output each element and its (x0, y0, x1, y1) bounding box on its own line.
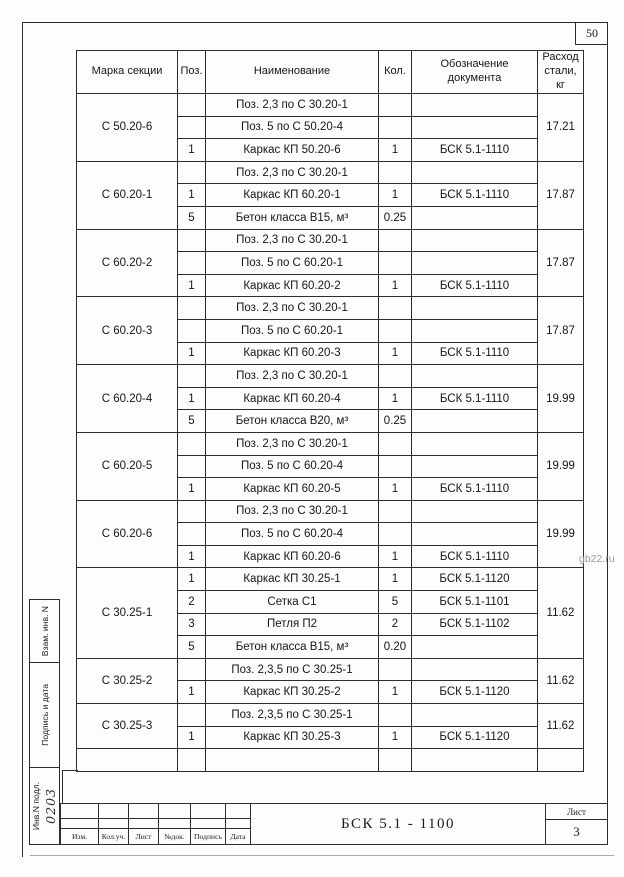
doc-cell: БСК 5.1-1120 (412, 568, 538, 591)
stamp-cell (226, 804, 251, 819)
doc-cell (412, 749, 538, 772)
name-cell: Каркас КП 50.20-6 (206, 139, 379, 162)
qty-cell (379, 297, 412, 320)
name-cell: Поз. 2,3 по С 30.20-1 (206, 94, 379, 117)
spec-table-body (77, 94, 584, 772)
qty-cell (379, 161, 412, 184)
doc-cell (412, 658, 538, 681)
name-cell: Поз. 2,3 по С 30.20-1 (206, 500, 379, 523)
qty-cell: 1 (379, 387, 412, 410)
sheet-number-box (545, 804, 607, 844)
page-number: 50 (586, 26, 598, 40)
header-doc: Обозначение документа (412, 51, 538, 94)
pos-cell: 3 (178, 613, 206, 636)
stamp-label-ndok: №док. (159, 829, 191, 844)
doc-cell: БСК 5.1-1101 (412, 591, 538, 614)
mark-cell: С 60.20-1 (77, 161, 178, 229)
doc-cell: БСК 5.1-1110 (412, 478, 538, 501)
pos-cell: 1 (178, 342, 206, 365)
sidebar-label-vzam: Взам. инв. N (39, 605, 50, 657)
doc-cell (412, 704, 538, 727)
name-cell: Каркас КП 60.20-6 (206, 545, 379, 568)
doc-cell: БСК 5.1-1120 (412, 726, 538, 749)
spec-table (76, 50, 584, 772)
qty-cell: 1 (379, 681, 412, 704)
table-row (77, 297, 584, 320)
mark-cell: С 30.25-3 (77, 704, 178, 749)
qty-cell: 1 (379, 478, 412, 501)
doc-cell (412, 161, 538, 184)
table-row (77, 365, 584, 388)
name-cell: Бетон класса В15, м³ (206, 206, 379, 229)
name-cell: Поз. 2,3 по С 30.20-1 (206, 161, 379, 184)
qty-cell: 1 (379, 184, 412, 207)
mark-cell: С 60.20-2 (77, 229, 178, 297)
qty-cell (379, 749, 412, 772)
table-row (77, 229, 584, 252)
stamp-label-podpis: Подпись (191, 829, 226, 844)
doc-cell: БСК 5.1-1110 (412, 545, 538, 568)
pos-cell: 1 (178, 274, 206, 297)
sheet-value: 3 (573, 824, 580, 839)
sheet-label: Лист (546, 804, 607, 820)
pos-cell: 5 (178, 206, 206, 229)
qty-cell (379, 116, 412, 139)
header-mark: Марка секции (77, 51, 178, 94)
name-cell: Поз. 2,3 по С 30.20-1 (206, 297, 379, 320)
qty-cell (379, 319, 412, 342)
frame-connector-vline (62, 770, 63, 804)
stamp-cell (159, 804, 191, 819)
qty-cell (379, 500, 412, 523)
pos-cell (178, 161, 206, 184)
pos-cell: 1 (178, 139, 206, 162)
pos-cell (178, 432, 206, 455)
sidebar-box-inv (29, 767, 60, 845)
frame-right-line (607, 22, 608, 845)
pos-cell (178, 500, 206, 523)
table-row (77, 161, 584, 184)
table-row (77, 704, 584, 727)
qty-cell: 1 (379, 726, 412, 749)
doc-cell (412, 365, 538, 388)
name-cell: Сетка С1 (206, 591, 379, 614)
doc-cell (412, 229, 538, 252)
frame-left-line (22, 22, 23, 857)
name-cell: Каркас КП 60.20-5 (206, 478, 379, 501)
pos-cell: 5 (178, 636, 206, 659)
title-block (60, 803, 608, 845)
header-qty: Кол. (379, 51, 412, 94)
steel-cell: 19.99 (538, 432, 584, 500)
name-cell: Каркас КП 30.25-1 (206, 568, 379, 591)
doc-cell (412, 206, 538, 229)
page-edge-line (30, 855, 614, 856)
pos-cell (178, 319, 206, 342)
stamp-label-list: Лист (129, 829, 159, 844)
stamp-cell (129, 804, 159, 819)
steel-cell (538, 749, 584, 772)
header-steel: Расход стали, кг (538, 51, 584, 94)
steel-cell: 19.99 (538, 365, 584, 433)
pos-cell (178, 455, 206, 478)
pos-cell: 1 (178, 545, 206, 568)
pos-cell (178, 523, 206, 546)
name-cell: Поз. 2,3,5 по С 30.25-1 (206, 704, 379, 727)
qty-cell (379, 94, 412, 117)
qty-cell: 0.20 (379, 636, 412, 659)
qty-cell (379, 432, 412, 455)
header-pos: Поз. (178, 51, 206, 94)
pos-cell (178, 658, 206, 681)
stamp-cell (61, 804, 99, 819)
table-row (77, 568, 584, 591)
qty-cell: 1 (379, 274, 412, 297)
steel-cell: 11.62 (538, 658, 584, 703)
mark-cell: С 50.20-6 (77, 94, 178, 162)
pos-cell: 5 (178, 410, 206, 433)
name-cell: Поз. 2,3 по С 30.20-1 (206, 229, 379, 252)
stamp-cell (191, 804, 226, 819)
doc-cell: БСК 5.1-1110 (412, 274, 538, 297)
stamp-label-izm: Изм. (61, 829, 99, 844)
doc-cell: БСК 5.1-1120 (412, 681, 538, 704)
name-cell: Каркас КП 30.25-2 (206, 681, 379, 704)
mark-cell: С 60.20-4 (77, 365, 178, 433)
doc-cell (412, 319, 538, 342)
qty-cell (379, 365, 412, 388)
doc-cell: БСК 5.1-1110 (412, 184, 538, 207)
pos-cell: 1 (178, 568, 206, 591)
pos-cell: 1 (178, 726, 206, 749)
page-number-box (575, 23, 608, 45)
sidebar-box-vzam (29, 599, 60, 663)
qty-cell: 0.25 (379, 410, 412, 433)
mark-cell: С 60.20-6 (77, 500, 178, 568)
name-cell: Каркас КП 60.20-3 (206, 342, 379, 365)
steel-cell: 17.87 (538, 161, 584, 229)
name-cell: Каркас КП 30.25-3 (206, 726, 379, 749)
name-cell: Поз. 2,3 по С 30.20-1 (206, 432, 379, 455)
doc-cell (412, 523, 538, 546)
name-cell: Поз. 5 по С 60.20-1 (206, 319, 379, 342)
steel-cell: 17.87 (538, 229, 584, 297)
doc-cell (412, 455, 538, 478)
table-row (77, 749, 584, 772)
qty-cell: 0.25 (379, 206, 412, 229)
pos-cell: 1 (178, 478, 206, 501)
pos-cell (178, 94, 206, 117)
doc-cell (412, 432, 538, 455)
pos-cell (178, 252, 206, 275)
qty-cell: 1 (379, 545, 412, 568)
sidebar-label-podpis: Подпись и дата (39, 684, 50, 746)
stamp-cell (159, 819, 191, 829)
document-number: БСК 5.1 - 1100 (341, 815, 455, 832)
doc-cell (412, 94, 538, 117)
qty-cell: 5 (379, 591, 412, 614)
steel-cell: 17.87 (538, 297, 584, 365)
stamp-cell (129, 819, 159, 829)
doc-cell: БСК 5.1-1110 (412, 342, 538, 365)
qty-cell (379, 455, 412, 478)
stamp-cell (99, 804, 129, 819)
name-cell: Каркас КП 60.20-1 (206, 184, 379, 207)
steel-cell: 11.62 (538, 704, 584, 749)
doc-cell (412, 500, 538, 523)
name-cell: Бетон класса В15, м³ (206, 636, 379, 659)
stamp-label-data: Дата (226, 829, 251, 844)
sidebar-label-inv: Инв.N подл. (31, 781, 41, 831)
qty-cell (379, 658, 412, 681)
qty-cell (379, 704, 412, 727)
qty-cell (379, 523, 412, 546)
pos-cell (178, 297, 206, 320)
name-cell: Поз. 2,3 по С 30.20-1 (206, 365, 379, 388)
qty-cell: 1 (379, 342, 412, 365)
spec-table-wrap (76, 50, 584, 772)
qty-cell: 2 (379, 613, 412, 636)
name-cell: Поз. 5 по С 50.20-4 (206, 116, 379, 139)
steel-cell: 19.99 (538, 500, 584, 568)
doc-cell: БСК 5.1-1110 (412, 387, 538, 410)
pos-cell: 1 (178, 681, 206, 704)
qty-cell: 1 (379, 139, 412, 162)
name-cell (206, 749, 379, 772)
mark-cell: С 60.20-5 (77, 432, 178, 500)
name-cell: Петля П2 (206, 613, 379, 636)
title-block-revision-grid (61, 804, 251, 844)
pos-cell: 1 (178, 184, 206, 207)
table-row (77, 500, 584, 523)
doc-cell (412, 636, 538, 659)
mark-cell: С 60.20-3 (77, 297, 178, 365)
frame-top-line (22, 22, 608, 23)
name-cell: Поз. 2,3,5 по С 30.25-1 (206, 658, 379, 681)
pos-cell: 1 (178, 387, 206, 410)
inventory-handwritten-number: 0203 (43, 788, 58, 824)
stamp-cell (99, 819, 129, 829)
pos-cell (178, 229, 206, 252)
sidebar-box-podpis (29, 662, 60, 768)
pos-cell (178, 365, 206, 388)
table-row (77, 658, 584, 681)
stamp-cell (191, 819, 226, 829)
name-cell: Каркас КП 60.20-4 (206, 387, 379, 410)
mark-cell: С 30.25-2 (77, 658, 178, 703)
stamp-cell (61, 819, 99, 829)
watermark: gb22.ru (579, 553, 615, 565)
name-cell: Поз. 5 по С 60.20-1 (206, 252, 379, 275)
header-name: Наименование (206, 51, 379, 94)
name-cell: Поз. 5 по С 60.20-4 (206, 523, 379, 546)
mark-cell (77, 749, 178, 772)
pos-cell: 2 (178, 591, 206, 614)
qty-cell: 1 (379, 568, 412, 591)
steel-cell: 11.62 (538, 568, 584, 658)
name-cell: Каркас КП 60.20-2 (206, 274, 379, 297)
name-cell: Бетон класса В20, м³ (206, 410, 379, 433)
qty-cell (379, 229, 412, 252)
spec-table-header-row (77, 51, 584, 94)
steel-cell: 17.21 (538, 94, 584, 162)
doc-cell (412, 116, 538, 139)
table-row (77, 432, 584, 455)
doc-cell: БСК 5.1-1110 (412, 139, 538, 162)
pos-cell (178, 116, 206, 139)
pos-cell (178, 704, 206, 727)
doc-cell (412, 297, 538, 320)
doc-cell (412, 252, 538, 275)
stamp-label-koluch: Кол.уч. (99, 829, 129, 844)
stamp-cell (226, 819, 251, 829)
table-row (77, 94, 584, 117)
pos-cell (178, 749, 206, 772)
doc-cell: БСК 5.1-1102 (412, 613, 538, 636)
doc-cell (412, 410, 538, 433)
qty-cell (379, 252, 412, 275)
name-cell: Поз. 5 по С 60.20-4 (206, 455, 379, 478)
mark-cell: С 30.25-1 (77, 568, 178, 658)
